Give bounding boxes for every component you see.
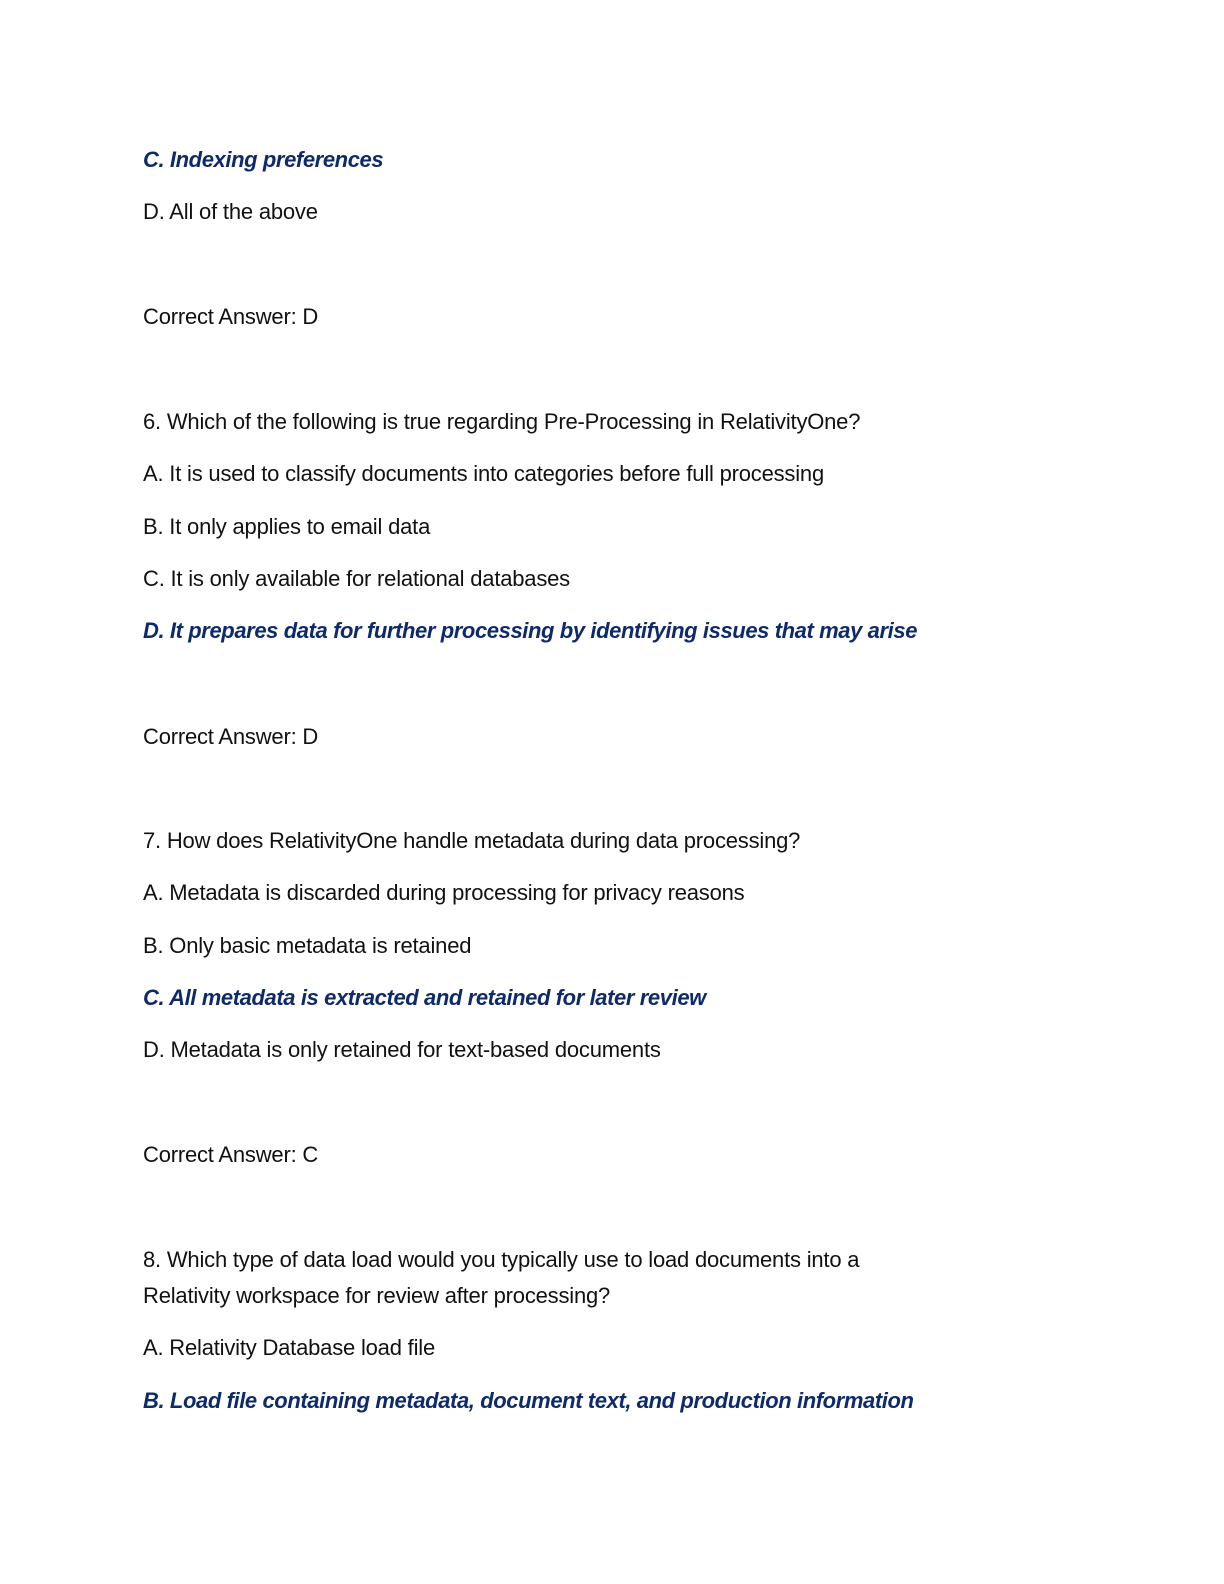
answer-option: A. Metadata is discarded during processing for privacy reasons [143, 880, 745, 905]
correct-answer: Correct Answer: D [143, 724, 319, 749]
answer-option: C. It is only available for relational databases [143, 566, 570, 591]
answer-option: A. Relativity Database load file [143, 1335, 435, 1360]
question-6: 6. Which of the following is true regarding Pre-Processing in RelativityOne? [143, 409, 861, 434]
answer-option: D. Metadata is only retained for text-based documents [143, 1037, 661, 1062]
answer-option: B. It only applies to email data [143, 514, 431, 539]
question-7: 7. How does RelativityOne handle metadata during data processing? [143, 828, 801, 853]
answer-option-highlighted: C. Indexing preferences [143, 147, 384, 172]
answer-option: B. Only basic metadata is retained [143, 933, 472, 958]
answer-option-highlighted: C. All metadata is extracted and retained for later review [143, 985, 706, 1010]
question-8: 8. Which type of data load would you typically use to load documents into a [143, 1247, 860, 1272]
question-8-continued: Relativity workspace for review after processing? [143, 1283, 611, 1308]
answer-option: D. All of the above [143, 199, 318, 224]
answer-option-highlighted: D. It prepares data for further processing by identifying issues that may arise [143, 618, 918, 643]
correct-answer: Correct Answer: D [143, 304, 319, 329]
answer-option: A. It is used to classify documents into categories before full processing [143, 461, 824, 486]
answer-option-highlighted: B. Load file containing metadata, document text, and production information [143, 1388, 914, 1413]
correct-answer: Correct Answer: C [143, 1142, 319, 1167]
